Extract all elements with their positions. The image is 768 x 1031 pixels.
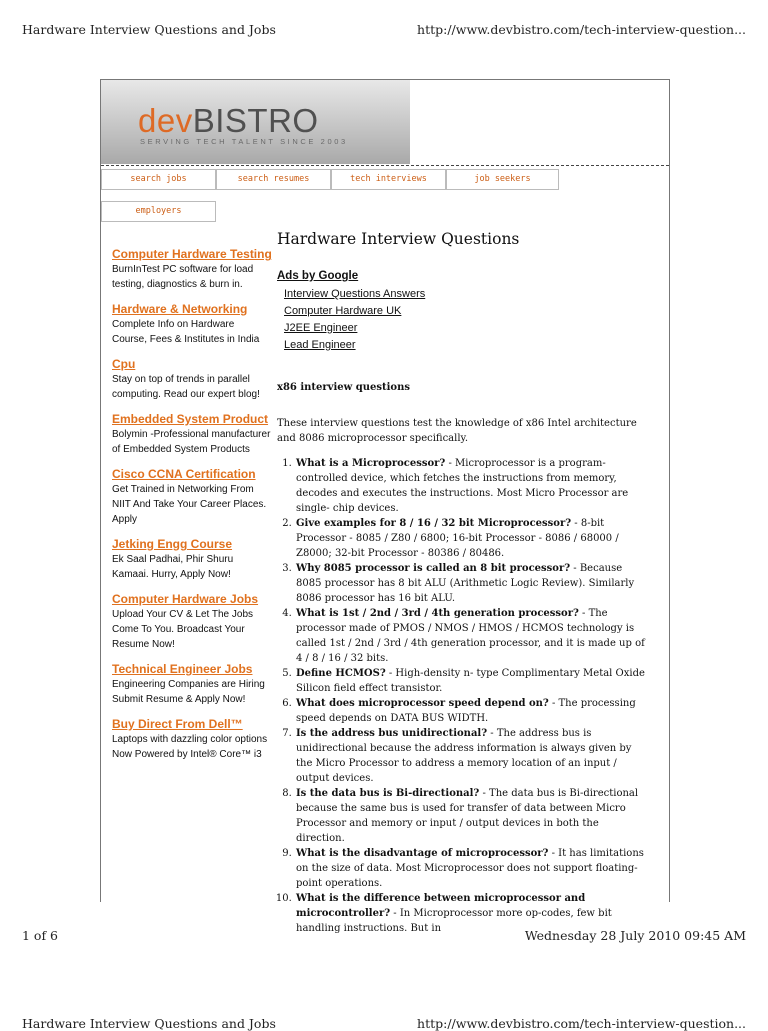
google-ad-links bbox=[277, 286, 647, 354]
logo-dev: dev bbox=[138, 102, 193, 139]
sidebar-ad[interactable] bbox=[112, 412, 272, 457]
sidebar-ad[interactable] bbox=[112, 357, 272, 402]
answer-text: - Because 8085 processor has 8 bit ALU (Arithmetic Logic Review). Similarly 8086 processor has 16 bit ALU. bbox=[296, 563, 635, 604]
answer-text: - The data bus is Bi-directional because the same bus is used for transfer of data between Micro Processor and memory or input / output devices in both the direction. bbox=[296, 788, 639, 844]
logo-bistro: BISTRO bbox=[192, 102, 319, 139]
ad-title[interactable]: Computer Hardware Jobs bbox=[112, 592, 259, 606]
sidebar-ad[interactable] bbox=[112, 662, 272, 707]
ad-description: Get Trained in Networking From NIIT And Take Your Career Places. Apply bbox=[112, 484, 267, 525]
print-footer-page: 1 of 6 bbox=[22, 928, 59, 943]
sidebar-ad[interactable] bbox=[112, 717, 272, 762]
page-frame bbox=[100, 79, 670, 934]
ad-title[interactable]: Jetking Engg Course bbox=[112, 537, 233, 551]
devbistro-logo bbox=[138, 104, 319, 137]
answer-text: - Microprocessor is a program-controlled device, which fetches the instructions from memory, decodes and executes the instructions. Most Micro Processor are single- chip devices. bbox=[296, 458, 629, 514]
question-text: What is the difference between microprocessor and microcontroller? bbox=[296, 893, 586, 919]
nav-tech-interviews[interactable]: tech interviews bbox=[331, 169, 446, 190]
sidebar-ad[interactable] bbox=[112, 537, 272, 582]
banner-divider bbox=[101, 165, 669, 166]
question-text: Is the data bus is Bi-directional? bbox=[296, 788, 480, 799]
answer-text: - It has limitations on the size of data. Most Microprocessor does not support floating-point operations. bbox=[296, 848, 644, 889]
print-header-url: http://www.devbistro.com/tech-interview-question... bbox=[417, 22, 746, 37]
google-ad-link[interactable]: Lead Engineer bbox=[284, 339, 356, 351]
question-item bbox=[295, 516, 647, 561]
ad-title[interactable]: Hardware & Networking bbox=[112, 302, 248, 316]
ad-title[interactable]: Computer Hardware Testing bbox=[112, 247, 272, 261]
sidebar-ad[interactable] bbox=[112, 467, 272, 527]
google-ad-link[interactable]: J2EE Engineer bbox=[284, 322, 358, 334]
ad-description: Stay on top of trends in parallel computing. Read our expert blog! bbox=[112, 374, 260, 400]
question-text: What is the disadvantage of microprocessor? bbox=[296, 848, 549, 859]
sidebar-ad[interactable] bbox=[112, 302, 272, 347]
question-text: What is 1st / 2nd / 3rd / 4th generation processor? bbox=[296, 608, 579, 619]
next-page-header-title: Hardware Interview Questions and Jobs bbox=[22, 1016, 276, 1031]
nav-search-jobs[interactable]: search jobs bbox=[101, 169, 216, 190]
question-item bbox=[295, 786, 647, 846]
nav-job-seekers[interactable]: job seekers bbox=[446, 169, 559, 190]
logo-tagline: SERVING TECH TALENT SINCE 2003 bbox=[140, 137, 348, 146]
question-text: Is the address bus unidirectional? bbox=[296, 728, 488, 739]
sidebar-ad[interactable] bbox=[112, 592, 272, 652]
sidebar-ads bbox=[112, 247, 272, 772]
nav-search-resumes[interactable]: search resumes bbox=[216, 169, 331, 190]
print-header-title: Hardware Interview Questions and Jobs bbox=[22, 22, 276, 37]
ad-description: Complete Info on Hardware Course, Fees & Institutes in India bbox=[112, 319, 260, 345]
sidebar-ad[interactable] bbox=[112, 247, 272, 292]
question-item bbox=[295, 666, 647, 696]
question-item bbox=[295, 846, 647, 891]
answer-text: - High-density n- type Complimentary Metal Oxide Silicon field effect transistor. bbox=[296, 668, 645, 694]
print-footer-timestamp: Wednesday 28 July 2010 09:45 AM bbox=[524, 928, 746, 943]
question-item bbox=[295, 606, 647, 666]
ad-title[interactable]: Cisco CCNA Certification bbox=[112, 467, 256, 481]
question-item bbox=[295, 456, 647, 516]
page-title: Hardware Interview Questions bbox=[277, 230, 520, 248]
ad-description: Laptops with dazzling color options Now Powered by Intel® Core™ i3 bbox=[112, 734, 268, 760]
ad-description: BurnInTest PC software for load testing, diagnostics & burn in. bbox=[112, 264, 254, 290]
ad-title[interactable]: Cpu bbox=[112, 357, 136, 371]
answer-text: - The processing speed depends on DATA BUS WIDTH. bbox=[296, 698, 636, 724]
intro-text: These interview questions test the knowledge of x86 Intel architecture and 8086 microprocessor specifically. bbox=[277, 418, 637, 444]
question-text: Give examples for 8 / 16 / 32 bit Microprocessor? bbox=[296, 518, 572, 529]
ads-by-google-heading[interactable]: Ads by Google bbox=[277, 270, 359, 282]
question-list bbox=[277, 456, 647, 936]
question-text: What is a Microprocessor? bbox=[296, 458, 446, 469]
ad-description: Upload Your CV & Let The Jobs Come To You. Broadcast Your Resume Now! bbox=[112, 609, 254, 650]
question-text: What does microprocessor speed depend on? bbox=[296, 698, 549, 709]
answer-text: - In Microprocessor more op-codes, few bit handling instructions. But in bbox=[296, 908, 612, 934]
question-item bbox=[295, 696, 647, 726]
question-item bbox=[295, 726, 647, 786]
question-text: Define HCMOS? bbox=[296, 668, 386, 679]
section-title: x86 interview questions bbox=[277, 382, 410, 393]
ad-description: Engineering Companies are Hiring Submit Resume & Apply Now! bbox=[112, 679, 265, 705]
ad-description: Bolymin -Professional manufacturer of Embedded System Products bbox=[112, 429, 271, 455]
answer-text: - 8-bit Processor - 8085 / Z80 / 6800; 16-bit Processor - 8086 / 68000 / Z8000; 32-bit Processor - 80386 / 80486. bbox=[296, 518, 619, 559]
google-ad-link[interactable]: Computer Hardware UK bbox=[284, 305, 402, 317]
ad-title[interactable]: Technical Engineer Jobs bbox=[112, 662, 253, 676]
main-content bbox=[277, 230, 647, 936]
nav-employers[interactable]: employers bbox=[101, 201, 216, 222]
google-ad-link[interactable]: Interview Questions Answers bbox=[284, 288, 426, 300]
answer-text: - The processor made of PMOS / NMOS / HMOS / HCMOS technology is called 1st / 2nd / 3rd / 4th generation processor, and it is made up of 4 / 8 / 16 / 32 bits. bbox=[296, 608, 645, 664]
answer-text: - The address bus is unidirectional because the address information is always given by the Micro Processor to address a memory location of an input / output devices. bbox=[296, 728, 632, 784]
question-item bbox=[295, 561, 647, 606]
logo-banner[interactable] bbox=[101, 80, 410, 164]
ad-title[interactable]: Buy Direct From Dell™ bbox=[112, 717, 243, 731]
ad-title[interactable]: Embedded System Product bbox=[112, 412, 269, 426]
next-page-header-url: http://www.devbistro.com/tech-interview-question... bbox=[417, 1016, 746, 1031]
question-text: Why 8085 processor is called an 8 bit processor? bbox=[296, 563, 571, 574]
ad-description: Ek Saal Padhai, Phir Shuru Kamaai. Hurry, Apply Now! bbox=[112, 554, 234, 580]
